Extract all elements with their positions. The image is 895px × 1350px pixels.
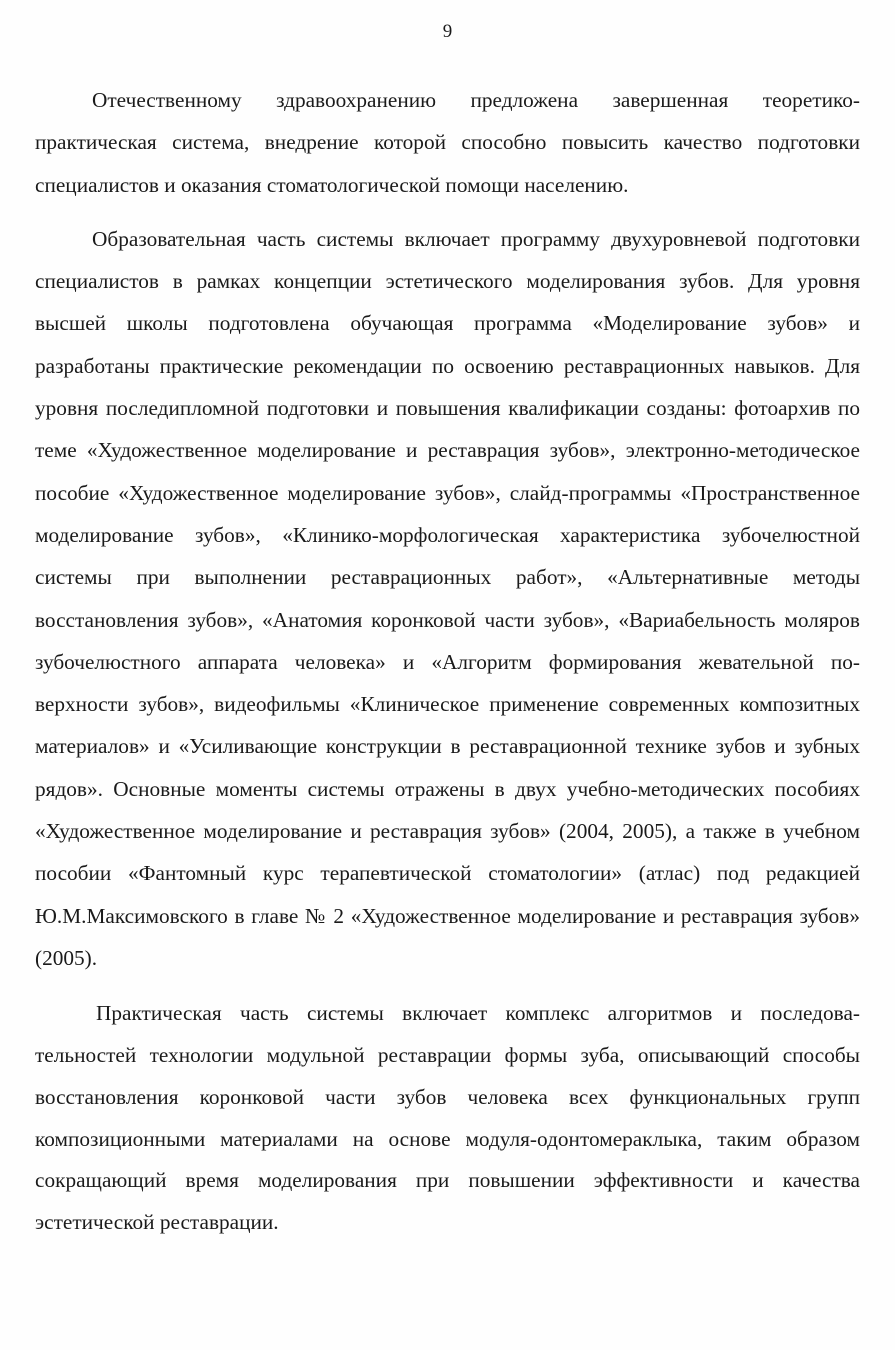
body-text [35, 79, 860, 1256]
paragraph-educational-part: Образовательная часть системы включает программу двухуровневой подготовки специалистов в рамках концепции эстетического моделирования зубов. Для уровня высшей школы подготовлена обучающая программа «Моделирование зубов» и разработаны практические рекомендации по освоению реставрационных навыков. Для уровня последипломной подготовки и повышения квалификации созданы: фотоархив по теме «Художественное моделирование и реставрация зубов», электронно-методическое пособие «Художественное моделирование зубов», слайд-программы «Пространственное моделирование зубов», «Клинико-морфологическая характеристика зубочелюстной системы при выполнении реставрационных работ», «Альтернативные методы восстановления зубов», «Анатомия коронковой части зубов», «Вариабельность моляров зубочелюстного аппарата человека» и «Алгоритм формирования жевательной поверхности зубов», видеофильмы «Клиническое применение современных композитных материалов» и «Усиливающие конструкции в реставрационной технике зубов и зубных рядов». Основные моменты системы отражены в двух учебно-методических пособиях «Художественное моделирование и реставрация зубов» (2004, 2005), а также в учебном пособии «Фантомный курс терапевтической стоматологии» (атлас) под редакцией Ю.М.Максимовского в главе № 2 «Художественное моделирование и реставрация зубов» (2005). [35, 226, 860, 970]
paragraph-practical-part: Практическая часть системы включает комплекс алгоритмов и последовательностей технологии модульной реставрации формы зуба, описывающий способы восстановления коронковой части зубов человека всех функциональных групп композиционными материалами на основе модуля-одонтомераклыка, таким образом сокращающий время моделирования при повышении эффективности и качества эстетической реставрации. [35, 1001, 860, 1235]
page-number: 9 [442, 21, 453, 42]
paragraph-introduction: Отечественному здравоохранению предложена завершенная теоретико-практическая система, внедрение которой способно повысить качество подготовки специалистов и оказания стоматологической помощи населению. [35, 88, 860, 197]
